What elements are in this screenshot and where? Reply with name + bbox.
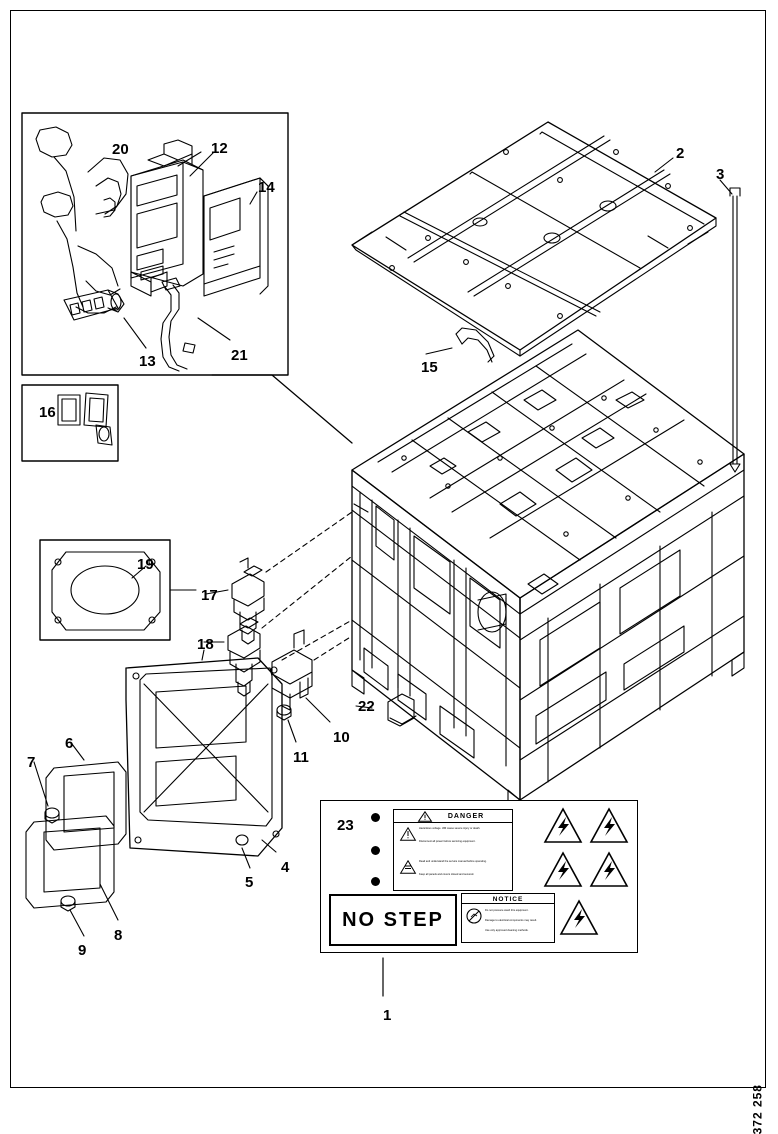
drawing-number: 372 258 bbox=[750, 1084, 764, 1134]
callout-3: 3 bbox=[716, 166, 725, 183]
no-pressure-wash-icon bbox=[466, 908, 482, 924]
callout-2: 2 bbox=[676, 145, 685, 162]
notice-line-2: Damage to electrical components may result. bbox=[485, 919, 537, 922]
danger-line-4: Keep all panels and covers closed and secured. bbox=[419, 873, 475, 876]
electrical-hazard-triangle-4 bbox=[589, 851, 629, 889]
bullet-dot-1 bbox=[371, 813, 380, 822]
danger-line-3: Read and understand the service manual before operating. bbox=[419, 860, 487, 863]
callout-1: 1 bbox=[383, 1007, 392, 1024]
bullet-dot-2 bbox=[371, 846, 380, 855]
warning-triangle-icon bbox=[418, 811, 432, 822]
no-step-text: NO STEP bbox=[342, 909, 444, 931]
callout-14: 14 bbox=[258, 179, 275, 196]
electrical-hazard-triangle-3 bbox=[543, 851, 583, 889]
callout-8: 8 bbox=[114, 927, 123, 944]
danger-line-2: Disconnect all power before servicing equipment. bbox=[419, 840, 476, 843]
bullet-dot-3 bbox=[371, 877, 380, 886]
callout-13: 13 bbox=[139, 353, 156, 370]
callout-10: 10 bbox=[333, 729, 350, 746]
no-step-decal bbox=[329, 894, 457, 946]
callout-18: 18 bbox=[197, 636, 214, 653]
callout-22: 22 bbox=[358, 698, 375, 715]
danger-line-1: Hazardous voltage. Will cause severe injury or death. bbox=[419, 827, 481, 830]
callout-5: 5 bbox=[245, 874, 254, 891]
electrical-hazard-triangle-1 bbox=[543, 807, 583, 845]
callout-16: 16 bbox=[39, 404, 56, 421]
notice-header: NOTICE bbox=[462, 894, 554, 904]
callout-17: 17 bbox=[201, 587, 218, 604]
label-sheet-inset bbox=[320, 800, 638, 953]
notice-line-1: Do not pressure wash this equipment. bbox=[485, 909, 529, 912]
callout-15: 15 bbox=[421, 359, 438, 376]
electrical-hazard-triangle-5 bbox=[559, 899, 599, 937]
callout-6: 6 bbox=[65, 735, 74, 752]
danger-header: DANGER bbox=[447, 813, 485, 820]
warning-triangle-icon-left-1 bbox=[400, 827, 416, 841]
warning-triangle-icon-left-2 bbox=[400, 860, 416, 874]
callout-7: 7 bbox=[27, 754, 36, 771]
electrical-hazard-triangle-2 bbox=[589, 807, 629, 845]
callout-12: 12 bbox=[211, 140, 228, 157]
callout-23: 23 bbox=[337, 817, 354, 834]
callout-19: 19 bbox=[137, 556, 154, 573]
callout-21: 21 bbox=[231, 347, 248, 364]
notice-decal bbox=[461, 893, 555, 943]
callout-11: 11 bbox=[293, 749, 309, 766]
callout-4: 4 bbox=[281, 859, 290, 876]
notice-line-3: Use only approved cleaning methods. bbox=[485, 929, 529, 932]
callout-9: 9 bbox=[78, 942, 87, 959]
callout-20: 20 bbox=[112, 141, 129, 158]
danger-decal bbox=[393, 809, 513, 891]
